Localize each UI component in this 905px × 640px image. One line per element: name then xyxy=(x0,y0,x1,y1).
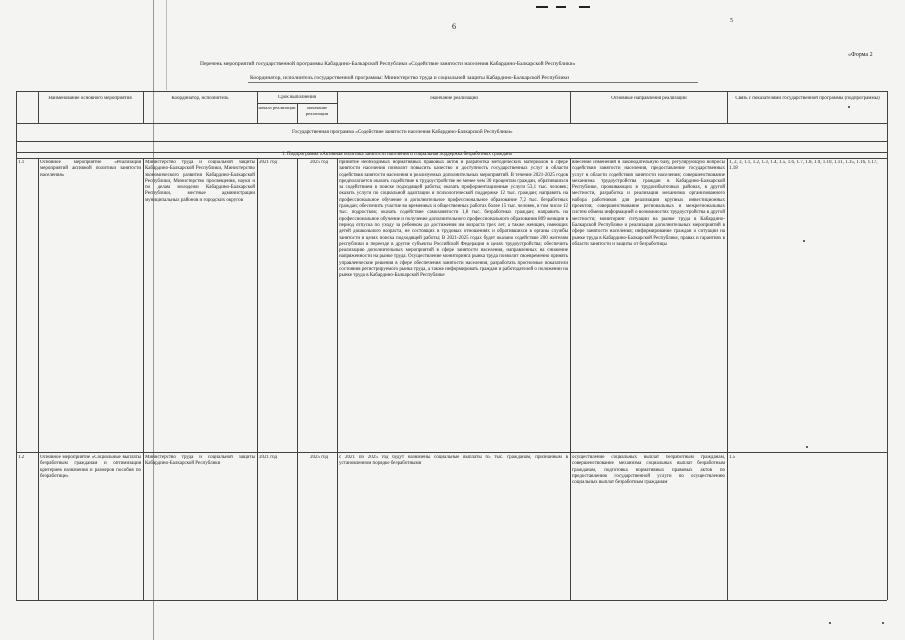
col-border xyxy=(337,158,338,600)
table-bottom-border xyxy=(16,600,887,601)
row-name: Основное мероприятие «Реализация мероприятий активной политики занятости населения» xyxy=(40,160,141,178)
scan-artifact xyxy=(556,6,566,8)
row-start: 2021 год xyxy=(259,455,278,460)
scan-dot xyxy=(848,106,850,108)
row-divider xyxy=(16,452,887,453)
header-term-end: окончание реализации xyxy=(305,105,329,116)
scan-artifact xyxy=(579,6,590,8)
coordinator-line: Координатор, исполнитель государственной программы: Министерство труда и социальной защиты Кабардино-Балкарской Республики xyxy=(250,75,570,81)
header-name: Наименование основного мероприятия xyxy=(48,96,132,101)
col-border xyxy=(727,158,728,600)
col-border xyxy=(38,158,39,600)
row-end: 2025 год xyxy=(310,455,329,460)
col-border xyxy=(143,91,144,123)
header-term-start: начало реализации xyxy=(258,105,296,110)
row-indicators: 1, 2, 3, 1.1, 1.2, 1.3, 1.4, 1.5, 1.6, 1.7, 1.8, 1.9, 1.10, 1.11, 1.15, 1.16, 1.17, 1.18 xyxy=(729,160,878,172)
header-result: окончание реализации xyxy=(430,96,478,101)
row-number: 1.2 xyxy=(18,455,25,460)
col-border xyxy=(297,158,298,600)
scan-dot xyxy=(882,622,884,624)
col-border xyxy=(337,91,338,123)
col-border xyxy=(727,91,728,123)
subprogram-band: 1. Подпрограмма «Активная политика занятости населения и социальная поддержка безработных граждан» xyxy=(282,152,513,157)
row-start: 2021 год xyxy=(259,160,278,165)
coordinator-underline xyxy=(248,82,698,83)
row-indicators: 1.5 xyxy=(729,455,736,460)
col-border xyxy=(16,91,17,600)
row-directions: осуществление социальных выплат безработным гражданам, совершенствование механизма социальных выплат безработным гражданам, подготовка нормативных правовых актов по предоставлению государственной услуги по осуществлению социальных выплат безработным гражданам xyxy=(572,455,725,486)
table-top-border xyxy=(16,91,887,92)
scan-dot xyxy=(803,240,805,242)
scan-dot xyxy=(806,446,808,448)
header-term-group: Срок выполнения xyxy=(278,95,316,100)
document-title: Перечень мероприятий государственной программы Кабардино-Балкарской Республики «Содействие занятости населения Кабардино-Балкарской Республики» xyxy=(200,61,576,67)
row-directions: внесение изменений в законодательную базу, регулирующую вопросы содействия занятости населения, предоставление государственных услуг в области содействия занятости населения; совершенствование механизма трудоустройства граждан в Кабардино-Балкарской Республике, проживающих в трудоизбыточных районах, в другой местности, разработка и реализация механизма организованного набора работников для реализации крупных инвестиционных проектов; совершенствование региональных и межрегиональных систем обмена информацией о возможностях трудоустройства в другой местности; мониторинг ситуации на рынке труда в Кабардино-Балкарской Республике и реализация дополнительных мероприятий в сфере занятости населения; информирование граждан о ситуации на рынке труда в Кабардино-Балкарской Республике, правах и гарантиях в области занятости и защиты от безработицы xyxy=(572,160,725,247)
header-bottom-border xyxy=(16,123,887,124)
row-result: принятие необходимых нормативных правовых актов и разработка методических материалов в сфере занятости населения позволит повысить качество и доступность государственных услуг в области содействия занятости населения и реализуемых дополнительных мероприятий. В течение 2021-2025 годов предполагается оказать содействие в трудоустройстве не менее чем 30 процентам граждан, обратившихся за содействием в поиске подходящей работы; оказать профориентационные услуги 53,1 тыс. человек; оказать услуги по социальной адаптации и психологической поддержке 12 тыс. граждан; направить на профессиональное обучение и дополнительное профессиональное образование 7,2 тыс. безработных граждан; обеспечить участие во временных и общественных работах более 15 тыс. человек, в том числе 12 тыс. подростков; оказать содействие самозанятости 1,8 тыс. безработных граждан; направить на профессиональное обучение и получение дополнительного профессионального образования 809 женщин в период отпуска по уходу за ребенком до достижения им возраста трех лет, а также женщин, имеющих детей дошкольного возраста, не состоящих в трудовых отношениях и обратившихся в органы службы занятости в целях поиска подходящей работы; В 2021-2025 годах будет оказано содействие 200 жителям республики в переезде в другие субъекты Российской Федерации в целях трудоустройства; обеспечить реализацию дополнительных мероприятий в сфере занятости населения, направленных на снижение напряженности на рынке труда. Осуществление мониторинга рынка труда позволит своевременно принять управленческие решения в сфере обеспечения занятости населения, разработать прогнозные показатели состояния регистрируемого рынка труда, а также информировать граждан и работодателей о положении на рынке труда в Кабардино-Балкарской Республике xyxy=(339,160,568,279)
col-border xyxy=(570,91,571,123)
corner-mark: 5 xyxy=(730,18,733,24)
program-band-border xyxy=(16,141,887,142)
form-label: «Форма 2 xyxy=(848,52,873,58)
col-border xyxy=(570,158,571,600)
col-border xyxy=(887,91,888,600)
row-top-border xyxy=(16,158,887,159)
row-result: с 2021 по 2025 год будут назначены социальные выплаты 65 тыс. гражданам, признанным в установленном порядке безработными xyxy=(339,455,568,467)
row-end: 2025 год xyxy=(310,160,329,165)
program-band: Государственная программа «Содействие занятости населения Кабардино-Балкарской Республики» xyxy=(292,129,513,135)
row-number: 1.1 xyxy=(18,160,25,165)
row-executor: Министерство труда и социальной защиты Кабардино-Балкарской Республики xyxy=(145,455,255,467)
scan-artifact xyxy=(536,6,548,8)
header-directions: Основные направления реализации xyxy=(611,96,687,101)
col-border xyxy=(257,158,258,600)
page-number: 6 xyxy=(452,22,456,31)
col-border xyxy=(143,158,144,600)
header-indicators: Связь с показателями государственной программы (подпрограммы) xyxy=(735,96,880,101)
scan-dot xyxy=(829,622,831,624)
row-name: Основное мероприятие «Социальные выплаты безработным гражданам и оптимизация критериев назначения и размеров пособия по безработице» xyxy=(40,455,141,479)
row-executor: Министерство труда и социальной защиты Кабардино-Балкарской Республики, Министерство экономического развития Кабардино-Балкарской Республики, Министерство просвещения, науки и по делам молодежи Кабардино-Балкарской Республики, местные администрации муниципальных районов и городских округов xyxy=(145,160,255,203)
col-border xyxy=(38,91,39,123)
header-executor: Координатор, исполнитель xyxy=(171,96,229,101)
scan-fold-line xyxy=(166,0,167,90)
